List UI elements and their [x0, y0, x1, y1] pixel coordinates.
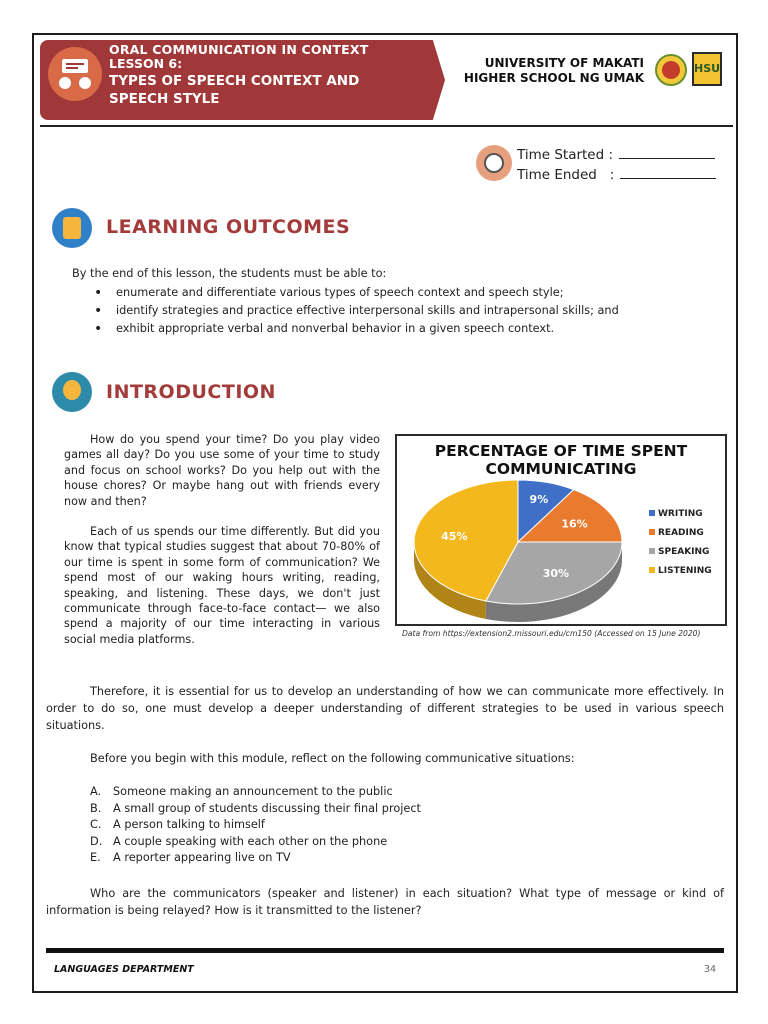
paragraph-3-text: Therefore, it is essential for us to develop an understanding of how we can communicate more effectively. In order to do so, one must develop a deeper understanding of different strategies to be used in various speech situations.	[46, 685, 724, 732]
situation-marker: D.	[90, 834, 103, 848]
course-title: ORAL COMMUNICATION IN CONTEXT	[109, 42, 369, 57]
chart-caption: Data from https://extension2.missouri.edu/cm150 (Accessed on 15 June 2020)	[402, 629, 701, 638]
time-ended-row	[517, 167, 716, 183]
pie-value-label: 30%	[542, 567, 570, 581]
situation-text: A person talking to himself	[113, 818, 265, 831]
time-started-label: Time Started :	[517, 147, 614, 163]
intro-paragraph-4	[46, 751, 724, 768]
pie-value-label: 9%	[529, 493, 549, 507]
outcome-item: • enumerate and differentiate various types of speech context and speech style;	[94, 284, 619, 302]
time-started-field[interactable]	[619, 147, 715, 159]
footer-department: LANGUAGES DEPARTMENT	[54, 964, 194, 975]
header-divider	[40, 125, 733, 127]
outcomes-intro: By the end of this lesson, the students must be able to:	[72, 267, 387, 280]
situation-text: A couple speaking with each other on the phone	[113, 834, 388, 848]
time-started-row	[517, 147, 715, 163]
situation-marker: A.	[90, 785, 102, 798]
seal-center	[662, 61, 680, 79]
situation-item	[90, 801, 421, 818]
outcome-item: • identify strategies and practice effective interpersonal skills and intrapersonal skills; and	[94, 302, 619, 320]
lesson-number: LESSON 6:	[109, 56, 183, 71]
intro-column	[64, 432, 380, 662]
situation-text: A small group of students discussing their final project	[113, 801, 421, 815]
situations-list	[90, 784, 421, 867]
lesson-title-line2: SPEECH STYLE	[109, 91, 220, 107]
learning-outcomes-heading: LEARNING OUTCOMES	[106, 216, 351, 238]
page-number: 34	[704, 964, 717, 975]
legend-label-reading: READING	[658, 528, 704, 538]
situation-item	[90, 784, 421, 801]
situation-item	[90, 850, 421, 867]
outcomes-list	[94, 284, 619, 338]
university-name: UNIVERSITY OF MAKATI	[484, 56, 644, 70]
legend-swatch-speaking	[649, 548, 655, 554]
paragraph-4-text: Before you begin with this module, reflect on the following communicative situations:	[90, 752, 575, 765]
situation-marker: E.	[90, 851, 101, 864]
situation-marker: C.	[90, 818, 102, 831]
pie-value-label: 45%	[441, 529, 468, 543]
time-ended-label: Time Ended :	[517, 167, 615, 183]
school-logo: HSU	[692, 52, 722, 86]
chart-title-line1: PERCENTAGE OF TIME SPENT	[434, 442, 688, 460]
pie-chart-svg	[397, 436, 729, 628]
intro-paragraph-3	[46, 684, 724, 734]
legend-label-speaking: SPEAKING	[658, 547, 710, 557]
situation-text: A reporter appearing live on TV	[113, 851, 291, 864]
legend-swatch-writing	[649, 510, 655, 516]
clock-face	[484, 153, 504, 173]
intro-paragraph-2: Each of us spends our time differently. But did you know that typical studies suggest that about 70-80% of our time is spent in some form of communication? We spend most of our waking hours writing, reading, speaking, and listening. These days, we don't just communicate through face-to-face contact— we also spend a majority of our time interacting in various social media platforms.	[64, 525, 380, 646]
legend-swatch-listening	[649, 567, 655, 573]
discussion-icon	[48, 47, 102, 101]
paragraph-5-text: Who are the communicators (speaker and listener) in each situation? What type of message or kind of information is being relayed? How is it transmitted to the listener?	[46, 887, 724, 917]
school-name: HIGHER SCHOOL NG UMAK	[463, 71, 644, 85]
situation-item	[90, 834, 421, 851]
intro-paragraph-5	[46, 886, 724, 920]
footer-divider	[46, 948, 724, 953]
introduction-heading: INTRODUCTION	[106, 381, 276, 403]
chart-title-line2: COMMUNICATING	[485, 460, 637, 478]
outcome-item: • exhibit appropriate verbal and nonverbal behavior in a given speech context.	[94, 320, 619, 338]
banner-text	[109, 43, 368, 108]
situation-text: Someone making an announcement to the public	[113, 785, 393, 798]
legend-label-writing: WRITING	[658, 509, 703, 519]
intro-paragraph-1: How do you spend your time? Do you play video games all day? Do you use some of your time to study and focus on school works? Do you help out with the house chores? Or maybe hang out with friends every now and then?	[64, 433, 380, 508]
situation-marker: B.	[90, 801, 102, 815]
legend-label-listening: LISTENING	[658, 566, 712, 576]
time-ended-field[interactable]	[620, 167, 716, 179]
legend-swatch-reading	[649, 529, 655, 535]
lesson-title-line1: TYPES OF SPEECH CONTEXT AND	[109, 73, 360, 89]
pie-chart	[395, 434, 727, 626]
university-name-block	[464, 56, 644, 86]
pie-value-label: 16%	[561, 517, 588, 531]
clipboard-sheet	[63, 217, 81, 239]
lightbulb-bulb	[63, 380, 81, 400]
situation-item	[90, 817, 421, 834]
